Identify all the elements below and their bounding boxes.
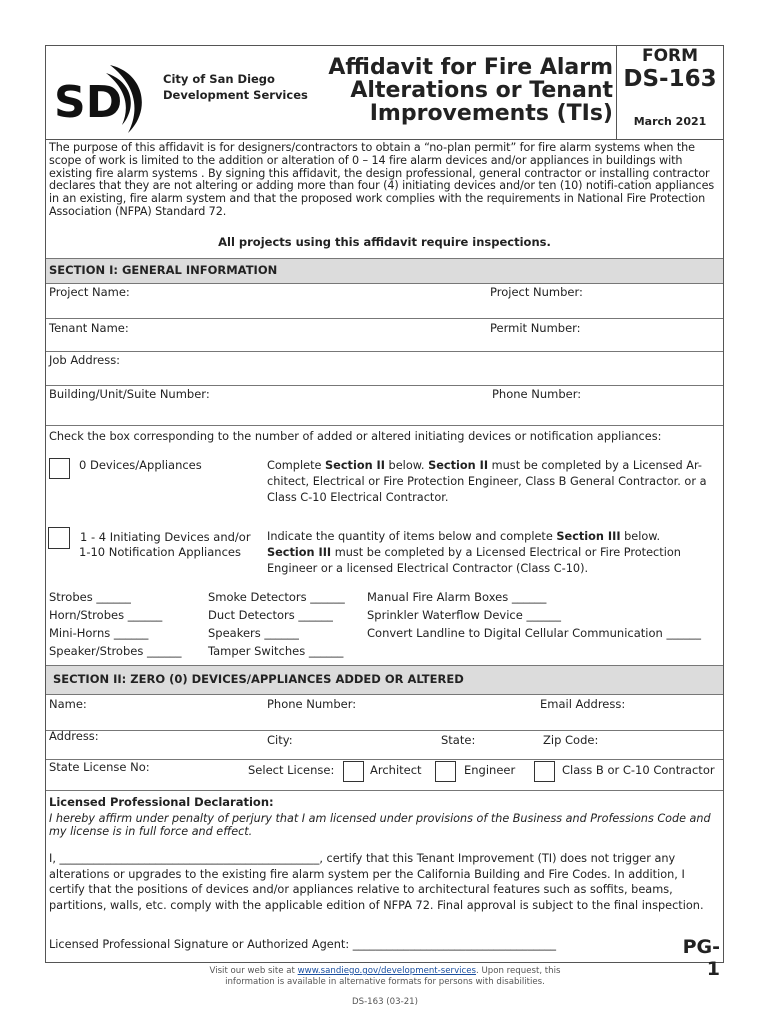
job-address-label: Job Address:	[49, 353, 121, 367]
contractor-checkbox[interactable]	[534, 761, 555, 782]
device-horn-strobes: Horn/Strobes ______	[49, 608, 163, 622]
s2-name-field[interactable]	[46, 694, 261, 730]
s2-phone-label: Phone Number:	[267, 697, 357, 711]
declaration-affirmation: I hereby affirm under penalty of perjury that I am licensed under provisions of the Business and Professions Code and my license is in full force and effect.	[49, 812, 711, 838]
building-unit-field[interactable]	[46, 386, 486, 425]
option-0-devices-checkbox[interactable]	[49, 458, 70, 479]
permit-number-field[interactable]	[488, 319, 723, 351]
device-smoke-detectors: Smoke Detectors ______	[208, 590, 345, 604]
s2-zip-field[interactable]	[540, 731, 723, 759]
option-0-desc-part: must be completed by a Licensed Ar-chitect, Electrical or Fire Protection Engineer, Class B General Contractor. or a Class C-10 Electrical Contractor.	[267, 459, 707, 504]
form-title-line2: Alterations or Tenant	[350, 78, 613, 103]
row-divider	[46, 425, 723, 426]
footer-note	[100, 966, 670, 988]
phone-number-label: Phone Number:	[492, 387, 582, 401]
s2-address-label: Address:	[49, 729, 99, 743]
page-number: PG-1	[682, 936, 720, 980]
option-1-4-devices-checkbox[interactable]	[48, 527, 70, 549]
form-code: DS-163 (03-21)	[352, 997, 418, 1007]
engineer-checkbox[interactable]	[435, 761, 456, 782]
check-instruction: Check the box corresponding to the number of added or altered initiating devices or notification appliances:	[49, 430, 662, 443]
tenant-name-label: Tenant Name:	[49, 321, 129, 335]
option-1-desc-part: below.	[620, 530, 661, 543]
website-link[interactable]: www.sandiego.gov/development-services	[297, 966, 477, 976]
declaration-body: I, ______________________________________________, certify that this Tenant Improvement (TI) does not trigger any alterations or upgrades to the existing fire alarm system per the California Building and Fire Codes. In addition, I certify that the positions of devices and/or appliances relative to architectural features such as soffits, beams, partitions, walls, etc. comply with the applicable edition of NFPA 72. Final approval is subject to the final inspection.	[49, 852, 704, 912]
architect-checkbox[interactable]	[343, 761, 364, 782]
option-0-desc-part: below.	[384, 459, 429, 472]
option-0-desc-part: Section II	[428, 459, 489, 472]
s2-zip-label: Zip Code:	[543, 733, 599, 747]
section2-heading-text: SECTION II: ZERO (0) DEVICES/APPLIANCES ADDED OR ALTERED	[53, 672, 464, 686]
signature-field[interactable]	[360, 936, 622, 954]
footer-line2: information is available in alternative formats for persons with disabilities.	[225, 977, 545, 987]
device-tamper-switches: Tamper Switches ______	[208, 644, 344, 658]
header-divider	[45, 139, 724, 140]
sd-logo	[52, 55, 152, 135]
option-1-4-description	[267, 529, 719, 577]
signature-line: Licensed Professional Signature or Authorized Agent: ____________________________________	[49, 938, 557, 951]
row-divider	[46, 790, 723, 791]
s2-phone-field[interactable]	[263, 694, 533, 730]
s2-state-field[interactable]	[440, 731, 538, 759]
option-1-4-label-line1: 1 - 4 Initiating Devices and/or	[80, 530, 251, 544]
device-convert-landline: Convert Landline to Digital Cellular Communication ______	[367, 626, 701, 640]
section1-heading	[46, 258, 723, 284]
device-mini-horns: Mini-Horns ______	[49, 626, 149, 640]
option-1-desc-part: Section III	[267, 546, 332, 559]
device-strobes: Strobes ______	[49, 590, 131, 604]
declaration-title: Licensed Professional Declaration:	[49, 795, 274, 809]
project-name-field[interactable]	[46, 282, 486, 318]
org-department: Development Services	[163, 88, 308, 102]
org-name: City of San Diego	[163, 72, 275, 86]
s2-email-label: Email Address:	[540, 697, 626, 711]
option-1-desc-part: must be completed by a Licensed Electrical or Fire Protection Engineer or a licensed Electrical Contractor (Class C-10).	[267, 546, 681, 575]
project-number-field[interactable]	[488, 282, 723, 318]
s2-state-label: State:	[441, 733, 476, 747]
s2-name-label: Name:	[49, 697, 87, 711]
device-manual-alarm-boxes: Manual Fire Alarm Boxes ______	[367, 590, 547, 604]
tenant-name-field[interactable]	[46, 319, 486, 351]
purpose-paragraph: The purpose of this affidavit is for designers/contractors to obtain a “no-plan permit” for fire alarm systems when the scope of work is limited to the addition or alteration of 0 – 14 fire alarm devices and/or appliances in buildings with existing fire alarm systems . By signing this affidavit, the design professional, general contractor or installing contractor declares that they are not altering or adding more than four (4) initiating devices and/or ten (10) notifi-cation appliances in an existing, fire alarm system and that the proposed work complies with the requirements in National Fire Protection Association (NFPA) Standard 72.	[49, 141, 715, 218]
phone-number-field[interactable]	[488, 386, 723, 425]
form-title-line3: Improvements (TIs)	[369, 101, 613, 126]
section1-heading-text: SECTION I: GENERAL INFORMATION	[49, 263, 278, 277]
s2-select-license-label: Select License:	[248, 763, 335, 777]
s2-address-field[interactable]	[46, 731, 261, 759]
project-number-label: Project Number:	[490, 285, 583, 299]
option-1-desc-part: Indicate the quantity of items below and complete	[267, 530, 557, 543]
form-date: March 2021	[633, 115, 707, 128]
device-duct-detectors: Duct Detectors ______	[208, 608, 333, 622]
option-0-desc-part: Section II	[325, 459, 385, 472]
permit-number-label: Permit Number:	[490, 321, 581, 335]
section2-heading	[46, 665, 723, 695]
s2-license-no-field[interactable]	[46, 760, 241, 790]
s2-email-field[interactable]	[535, 694, 723, 730]
engineer-label: Engineer	[464, 763, 516, 777]
option-0-description	[267, 458, 719, 505]
device-sprinkler-waterflow: Sprinkler Waterflow Device ______	[367, 608, 561, 622]
option-0-desc-part: Complete	[267, 459, 326, 472]
project-name-label: Project Name:	[49, 285, 130, 299]
footer-visit-suffix: . Upon request, this	[476, 966, 561, 976]
s2-license-no-label: State License No:	[49, 760, 150, 774]
form-label: FORM	[641, 46, 699, 66]
device-speakers: Speakers ______	[208, 626, 299, 640]
svg-text:SD: SD	[54, 77, 123, 128]
option-0-devices-label: 0 Devices/Appliances	[79, 458, 202, 472]
contractor-label: Class B or C-10 Contractor	[562, 763, 715, 777]
device-speaker-strobes: Speaker/Strobes ______	[49, 644, 182, 658]
form-title-line1: Affidavit for Fire Alarm	[328, 55, 613, 80]
s2-city-label: City:	[267, 733, 293, 747]
s2-city-field[interactable]	[263, 731, 438, 759]
architect-label: Architect	[370, 763, 422, 777]
option-1-desc-part: Section III	[556, 530, 621, 543]
option-1-4-label-line2: 1-10 Notification Appliances	[79, 545, 241, 559]
building-unit-label: Building/Unit/Suite Number:	[49, 387, 210, 401]
inspection-note: All projects using this affidavit require inspections.	[218, 235, 551, 249]
job-address-field[interactable]	[46, 352, 723, 385]
form-number: DS-163	[623, 66, 717, 92]
footer-visit-prefix: Visit our web site at	[209, 966, 298, 976]
